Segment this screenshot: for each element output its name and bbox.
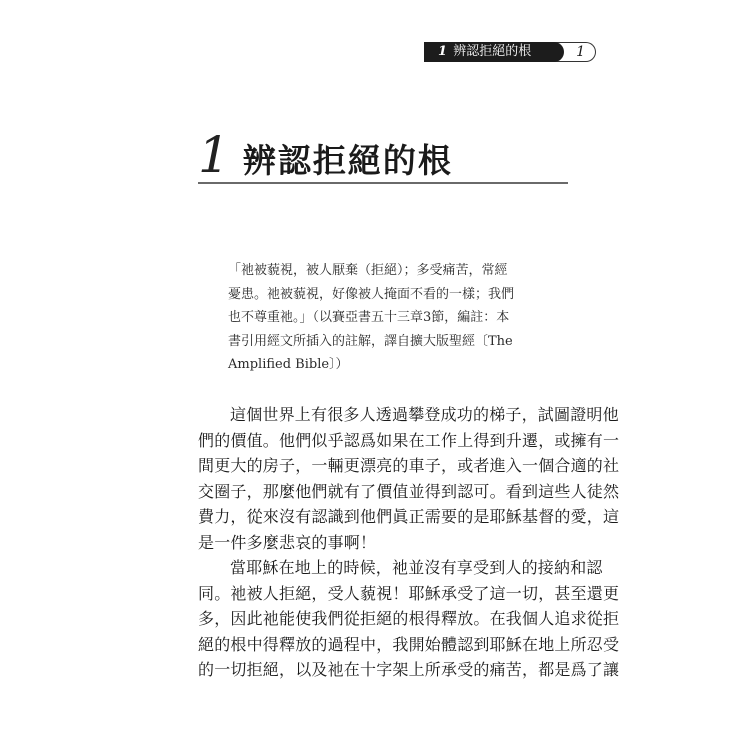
body-line: 交圈子，那麼他們就有了價值並得到認可。看到這些人徒然 [198, 481, 620, 501]
body-line: 多，因此祂能使我們從拒絕的根得釋放。在我個人追求從拒 [198, 609, 620, 628]
body-line: 間更大的房子，一輛更漂亮的車子，或者進入一個合適的社 [198, 456, 620, 475]
quote-line: Amplified Bible〕） [228, 357, 349, 372]
running-header [424, 42, 585, 64]
scripture-quote [228, 259, 544, 377]
running-header-chapter-number: 1 [438, 44, 448, 59]
paragraph-2 [198, 555, 620, 683]
body-line: 是一件多麼悲哀的事啊！ [198, 532, 377, 552]
running-header-chapter [424, 42, 564, 62]
body-line: 費力，從來沒有認識到他們眞正需要的是耶穌基督的愛，這 [198, 507, 620, 526]
running-header-chapter-title: 辨認拒絕的根 [453, 44, 532, 59]
body-line: 同。祂被人拒絕，受人藐視！耶穌承受了這一切，甚至還更 [198, 583, 620, 603]
body-line: 絕的根中得釋放的過程中，我開始體認到耶穌在地上所忍受 [198, 634, 620, 654]
body-line: 們的價值。他們似乎認爲如果在工作上得到升遷，或擁有一 [198, 430, 620, 450]
chapter-number: 1 [198, 126, 230, 184]
quote-line: 也不尊重祂。」（以賽亞書五十三章3節，編註：本 [228, 310, 510, 325]
quote-line: 書引用經文所插入的註解，譯自擴大版聖經〔The [228, 333, 513, 349]
body-line: 當耶穌在地上的時候，祂並沒有享受到人的接納和認 [230, 558, 603, 577]
page-number: 1 [550, 42, 596, 62]
title-divider [198, 182, 568, 184]
paragraph-1 [198, 402, 620, 555]
body-line: 這個世界上有很多人透過攀登成功的梯子，試圖證明他 [230, 405, 619, 424]
quote-line: 憂患。祂被藐視，好像被人掩面不看的一樣；我們 [228, 286, 515, 302]
chapter-heading [198, 126, 453, 184]
quote-line: 「祂被藐視，被人厭棄（拒絕）；多受痛苦，常經 [228, 263, 508, 278]
body-line: 的一切拒絕，以及祂在十字架上所承受的痛苦，都是爲了讓 [198, 660, 620, 679]
chapter-title: 辨認拒絕的根 [242, 141, 453, 180]
body-text [198, 402, 620, 683]
